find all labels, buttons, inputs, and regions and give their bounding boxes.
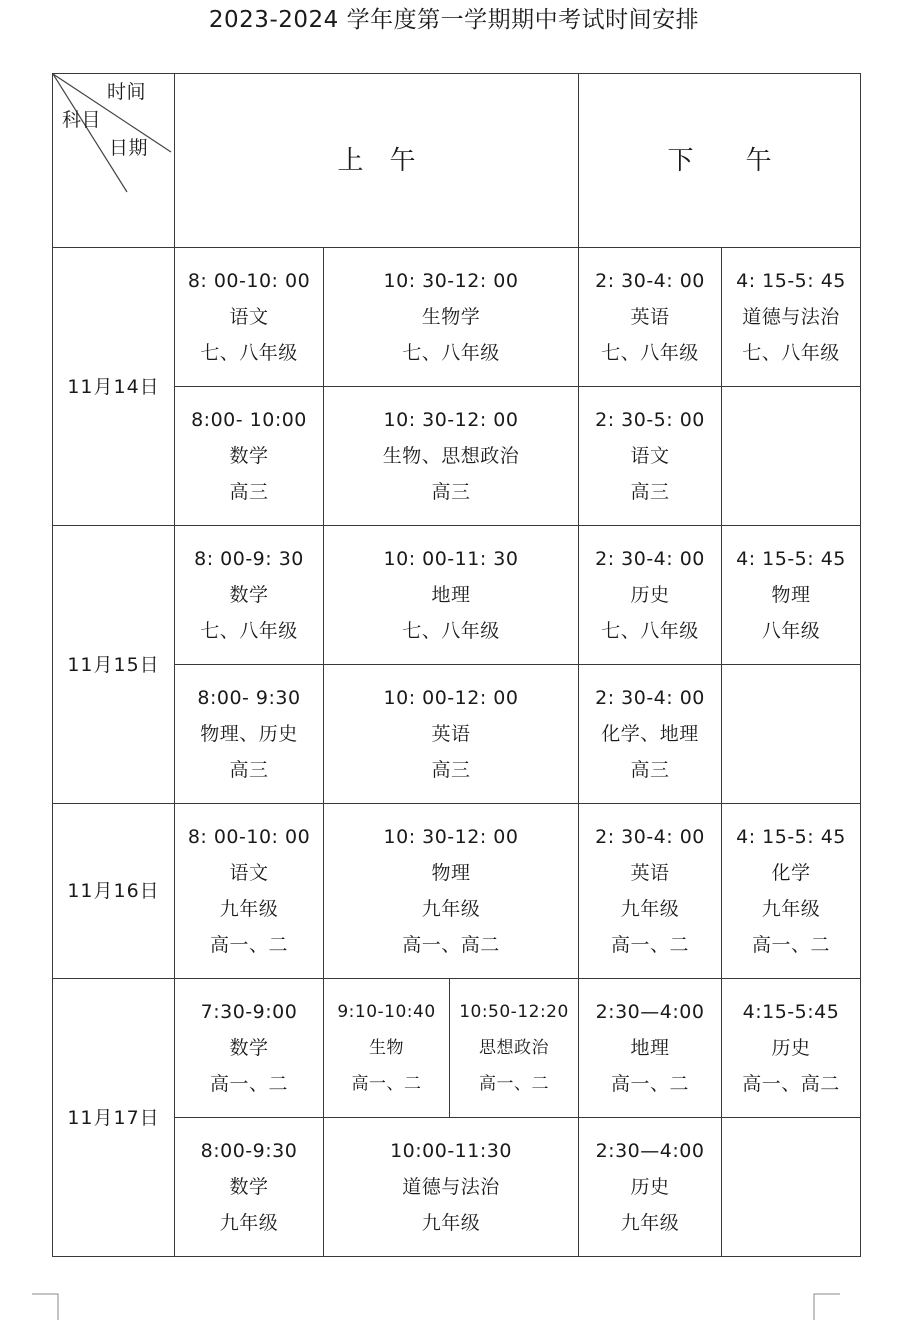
corner-header-cell (53, 74, 175, 248)
exam-grade: 七、八年级 (402, 620, 500, 642)
morning-header: 上 午 (175, 74, 579, 248)
empty-cell (722, 1118, 861, 1257)
exam-subject: 物理、历史 (200, 723, 298, 745)
exam-grade: 九年级 (620, 1212, 680, 1234)
exam-subject: 地理 (431, 584, 471, 606)
corner-subject-label: 科目 (62, 109, 102, 131)
table-row (53, 979, 861, 1118)
exam-time: 2: 30-4: 00 (595, 270, 705, 292)
exam-time: 2: 30-5: 00 (595, 409, 705, 431)
exam-time: 4:15-5:45 (742, 1001, 840, 1023)
crop-mark-left (30, 1290, 62, 1322)
exam-grade: 高三 (431, 759, 471, 781)
exam-grade-extra: 高一、二 (610, 934, 689, 956)
exam-grade: 高一、二 (479, 1074, 549, 1094)
exam-cell (324, 387, 579, 526)
exam-grade: 高三 (431, 481, 471, 503)
date-cell: 11月14日 (53, 248, 175, 526)
exam-subject: 生物学 (421, 306, 481, 328)
exam-grade: 九年级 (219, 898, 279, 920)
exam-cell (324, 1118, 579, 1257)
exam-grade: 八年级 (761, 620, 821, 642)
exam-subject: 数学 (229, 1176, 269, 1198)
exam-subject: 道德与法治 (402, 1176, 500, 1198)
exam-time: 10: 30-12: 00 (383, 270, 519, 292)
exam-grade: 高三 (630, 481, 670, 503)
exam-cell (722, 979, 861, 1118)
exam-subject: 历史 (630, 584, 670, 606)
exam-time: 8:00- 10:00 (191, 409, 307, 431)
exam-subject: 语文 (630, 445, 670, 467)
exam-time: 8: 00-10: 00 (187, 826, 311, 848)
exam-subject: 历史 (630, 1176, 670, 1198)
exam-cell (722, 526, 861, 665)
corner-time-label: 时间 (107, 81, 147, 103)
exam-grade: 高一、二 (610, 1073, 689, 1095)
exam-grade: 七、八年级 (601, 342, 699, 364)
exam-grade: 九年级 (620, 898, 680, 920)
exam-time: 4: 15-5: 45 (736, 270, 846, 292)
exam-cell (175, 387, 324, 526)
exam-time: 10: 30-12: 00 (383, 409, 519, 431)
exam-grade: 七、八年级 (601, 620, 699, 642)
exam-time: 2: 30-4: 00 (595, 687, 705, 709)
exam-subject: 英语 (630, 862, 670, 884)
exam-subject: 思想政治 (479, 1038, 549, 1058)
exam-cell (324, 248, 579, 387)
exam-time: 10: 30-12: 00 (383, 826, 519, 848)
exam-cell (722, 804, 861, 979)
exam-subject: 英语 (431, 723, 471, 745)
exam-cell (450, 979, 579, 1118)
exam-grade: 高一、二 (209, 1073, 288, 1095)
exam-time: 10: 00-12: 00 (383, 687, 519, 709)
table-row (53, 526, 861, 665)
exam-subject: 物理 (771, 584, 811, 606)
exam-time: 4: 15-5: 45 (736, 826, 846, 848)
exam-cell (175, 248, 324, 387)
exam-grade: 高三 (229, 759, 269, 781)
page-title: 2023-2024 学年度第一学期期中考试时间安排 (208, 7, 700, 33)
exam-subject: 生物 (369, 1038, 404, 1058)
exam-grade: 九年级 (219, 1212, 279, 1234)
header-row (53, 74, 861, 248)
exam-subject: 数学 (229, 1037, 269, 1059)
exam-time: 7:30-9:00 (200, 1001, 298, 1023)
exam-cell (579, 526, 722, 665)
exam-grade: 高三 (630, 759, 670, 781)
exam-time: 10: 00-11: 30 (383, 548, 519, 570)
table-row (53, 248, 861, 387)
empty-cell (722, 387, 861, 526)
exam-cell (324, 665, 579, 804)
exam-subject: 化学、地理 (601, 723, 699, 745)
exam-subject: 化学 (771, 862, 811, 884)
afternoon-header: 下 午 (579, 74, 861, 248)
exam-cell (175, 979, 324, 1118)
exam-grade: 九年级 (421, 898, 481, 920)
exam-subject: 地理 (630, 1037, 670, 1059)
exam-cell (579, 979, 722, 1118)
exam-time: 8:00- 9:30 (197, 687, 301, 709)
exam-time: 8: 00-10: 00 (187, 270, 311, 292)
exam-cell (579, 1118, 722, 1257)
exam-grade: 高三 (229, 481, 269, 503)
exam-grade: 七、八年级 (742, 342, 840, 364)
exam-cell (579, 665, 722, 804)
exam-grade-extra: 高一、高二 (402, 934, 500, 956)
exam-time: 2: 30-4: 00 (595, 826, 705, 848)
exam-time: 2:30—4:00 (595, 1140, 705, 1162)
exam-grade: 七、八年级 (200, 620, 298, 642)
exam-grade-extra: 高一、二 (751, 934, 830, 956)
table-row (53, 665, 861, 804)
exam-subject: 物理 (431, 862, 471, 884)
exam-subject: 数学 (229, 445, 269, 467)
exam-time: 8: 00-9: 30 (194, 548, 304, 570)
exam-cell (324, 526, 579, 665)
exam-time: 10:50-12:20 (459, 1002, 569, 1022)
exam-grade: 高一、高二 (742, 1073, 840, 1095)
exam-cell (722, 248, 861, 387)
exam-cell (579, 387, 722, 526)
corner-date-label: 日期 (109, 137, 149, 159)
exam-subject: 语文 (229, 306, 269, 328)
exam-subject: 历史 (771, 1037, 811, 1059)
exam-cell (175, 1118, 324, 1257)
exam-grade: 七、八年级 (402, 342, 500, 364)
exam-time: 8:00-9:30 (200, 1140, 298, 1162)
exam-subject: 英语 (630, 306, 670, 328)
exam-time: 9:10-10:40 (337, 1002, 436, 1022)
date-cell: 11月15日 (53, 526, 175, 804)
exam-cell (324, 804, 579, 979)
exam-grade: 高一、二 (351, 1074, 422, 1094)
exam-grade: 九年级 (761, 898, 821, 920)
empty-cell (722, 665, 861, 804)
exam-cell (324, 979, 450, 1118)
exam-schedule-table (52, 73, 861, 1257)
exam-cell (175, 804, 324, 979)
exam-time: 2:30—4:00 (595, 1001, 705, 1023)
exam-subject: 语文 (229, 862, 269, 884)
exam-grade: 七、八年级 (200, 342, 298, 364)
exam-time: 10:00-11:30 (390, 1140, 512, 1162)
exam-cell (175, 526, 324, 665)
date-cell: 11月17日 (53, 979, 175, 1257)
exam-subject: 生物、思想政治 (382, 445, 520, 467)
table-row (53, 1118, 861, 1257)
exam-subject: 道德与法治 (742, 306, 840, 328)
table-row (53, 804, 861, 979)
exam-cell (175, 665, 324, 804)
exam-subject: 数学 (229, 584, 269, 606)
exam-time: 2: 30-4: 00 (595, 548, 705, 570)
crop-mark-right (810, 1290, 842, 1322)
exam-grade-extra: 高一、二 (209, 934, 288, 956)
date-cell: 11月16日 (53, 804, 175, 979)
exam-cell (579, 804, 722, 979)
exam-time: 4: 15-5: 45 (736, 548, 846, 570)
exam-cell (579, 248, 722, 387)
table-row (53, 387, 861, 526)
exam-grade: 九年级 (421, 1212, 481, 1234)
